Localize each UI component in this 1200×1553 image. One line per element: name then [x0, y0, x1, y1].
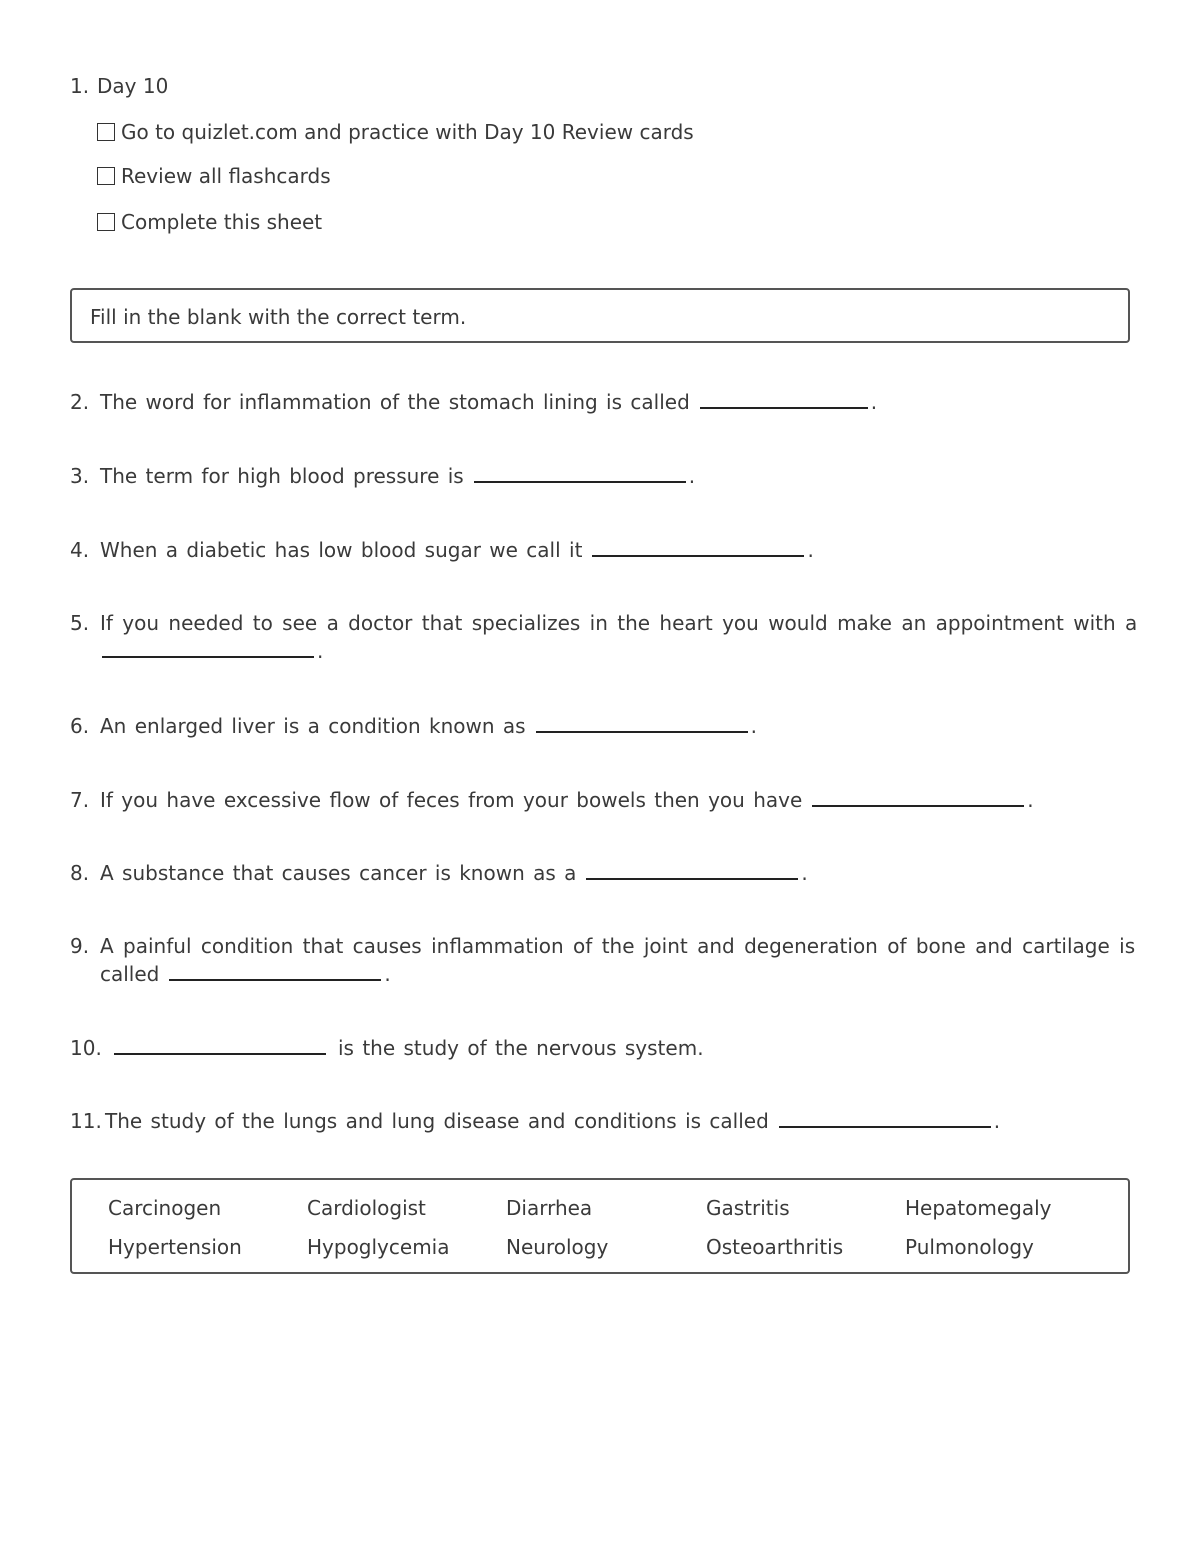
answer-blank[interactable]: [536, 730, 748, 733]
question-number: 8.: [70, 861, 90, 885]
question-text: If you needed to see a doctor that specializes in the heart you would make an appointment with a: [100, 611, 1138, 635]
task-review-flashcards[interactable]: [97, 164, 331, 188]
answer-blank[interactable]: [779, 1125, 991, 1128]
word-bank: [70, 1178, 1130, 1274]
answer-blank[interactable]: [700, 406, 868, 409]
question-number: 7.: [70, 788, 90, 812]
task-quizlet[interactable]: [97, 120, 694, 144]
answer-blank[interactable]: [474, 480, 686, 483]
question-number: 11.: [70, 1109, 102, 1133]
question-text: A painful condition that causes inflammation of the joint and degeneration of bone and cartilage is: [100, 934, 1136, 958]
task-complete-sheet[interactable]: [97, 210, 322, 234]
answer-blank[interactable]: [169, 978, 381, 981]
word-bank-term: Carcinogen: [108, 1196, 222, 1220]
question-end: .: [801, 861, 808, 885]
instructions-text: Fill in the blank with the correct term.: [90, 305, 467, 329]
question-number: 10.: [70, 1036, 102, 1060]
checkbox[interactable]: [97, 213, 115, 231]
task-label: Review all flashcards: [121, 164, 331, 188]
word-bank-term: Neurology: [506, 1235, 609, 1259]
checkbox[interactable]: [97, 123, 115, 141]
word-bank-term: Osteoarthritis: [706, 1235, 844, 1259]
question-end: .: [750, 714, 757, 738]
question-number: 3.: [70, 464, 90, 488]
question-text: The word for inflammation of the stomach lining is called: [100, 390, 690, 414]
answer-blank[interactable]: [586, 877, 798, 880]
checkbox[interactable]: [97, 167, 115, 185]
question-end: .: [688, 464, 696, 488]
question-text: called: [100, 962, 160, 986]
answer-blank[interactable]: [812, 804, 1024, 807]
task-label: Complete this sheet: [121, 210, 323, 234]
question-end: .: [1027, 788, 1034, 812]
question-text: If you have excessive flow of feces from your bowels then you have: [100, 788, 803, 812]
question-number: 4.: [70, 538, 90, 562]
question-number: 9.: [70, 934, 90, 958]
question-text: A substance that causes cancer is known as a: [100, 861, 577, 885]
question-number: 2.: [70, 390, 90, 414]
question-5-line-2: [92, 637, 323, 665]
question-text: The term for high blood pressure is: [100, 464, 464, 488]
question-text: The study of the lungs and lung disease and conditions is called: [105, 1109, 769, 1133]
word-bank-term: Cardiologist: [307, 1196, 426, 1220]
word-bank-term: Hepatomegaly: [905, 1196, 1052, 1220]
answer-blank[interactable]: [592, 554, 804, 557]
question-end: .: [317, 639, 324, 663]
word-bank-term: Diarrhea: [506, 1196, 593, 1220]
question-end: .: [870, 390, 878, 414]
question-end: .: [384, 962, 391, 986]
question-text: An enlarged liver is a condition known as: [100, 714, 526, 738]
question-number: 5.: [70, 611, 90, 635]
day-title: Day 10: [97, 74, 169, 98]
question-end: .: [807, 538, 814, 562]
day-number: 1.: [70, 74, 90, 98]
word-bank-term: Hypertension: [108, 1235, 242, 1259]
answer-blank[interactable]: [114, 1052, 326, 1055]
answer-blank[interactable]: [102, 655, 314, 658]
task-label: Go to quizlet.com and practice with Day 10 Review cards: [121, 120, 694, 144]
question-9-line-2: [100, 960, 391, 988]
question-end: is the study of the nervous system.: [338, 1036, 704, 1060]
instructions-box: [70, 288, 1130, 343]
word-bank-term: Pulmonology: [905, 1235, 1034, 1259]
question-number: 6.: [70, 714, 90, 738]
word-bank-term: Gastritis: [706, 1196, 790, 1220]
question-end: .: [993, 1109, 1001, 1133]
word-bank-term: Hypoglycemia: [307, 1235, 450, 1259]
question-text: When a diabetic has low blood sugar we call it: [100, 538, 583, 562]
